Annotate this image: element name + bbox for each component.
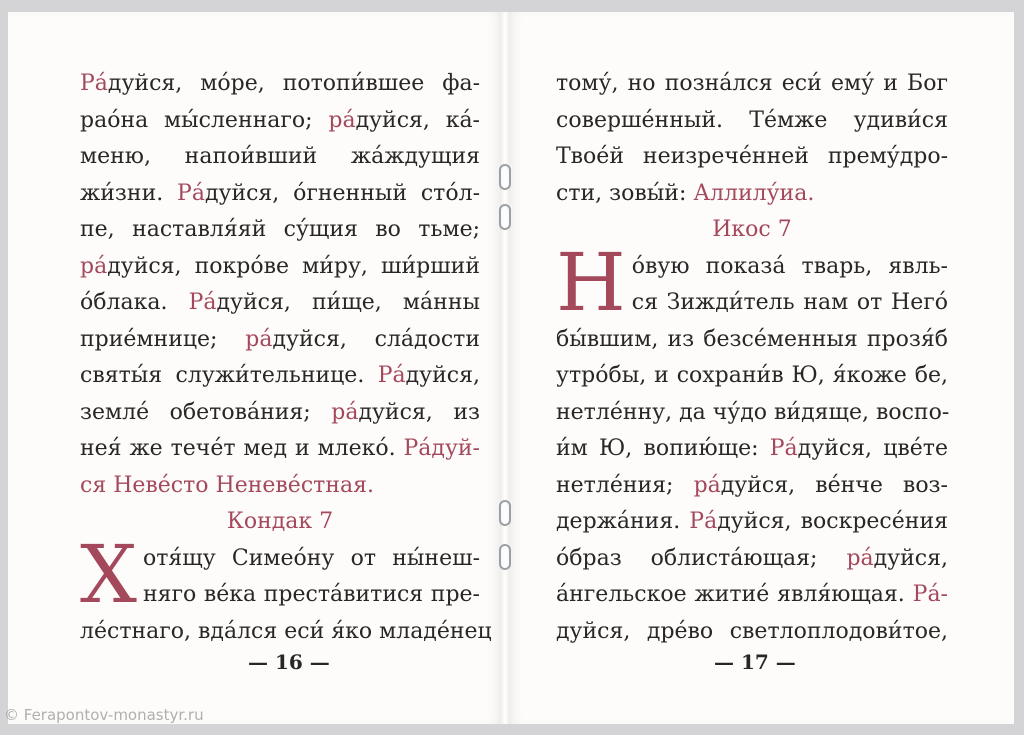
rubric-text: ся Неве́сто Неневе́стная. bbox=[80, 472, 374, 498]
rubric-text: Ра́- bbox=[912, 582, 948, 607]
text-line bbox=[80, 468, 480, 505]
binding-ring-icon bbox=[499, 544, 511, 570]
text-line bbox=[80, 431, 480, 468]
body-text: сти, зовы́й: bbox=[556, 180, 694, 206]
text-line bbox=[556, 176, 948, 213]
text-line bbox=[80, 212, 480, 249]
rubric-text: ра́ bbox=[80, 253, 108, 279]
text-line bbox=[556, 139, 948, 176]
body-text: нея́ же тече́т мед и млеко́. bbox=[80, 436, 404, 461]
body-text: о́блака. bbox=[80, 290, 189, 315]
binding-ring-icon bbox=[499, 164, 511, 190]
text-line bbox=[80, 358, 480, 395]
drop-cap: Х bbox=[80, 540, 137, 614]
text-line bbox=[556, 468, 948, 505]
rubric-text: Ра́ bbox=[177, 180, 205, 206]
left-page bbox=[8, 12, 502, 724]
body-text: и́м Ю, вопию́ще: bbox=[556, 436, 770, 461]
body-text: дуйся, пи́ще, ма́нны bbox=[216, 290, 480, 315]
rubric-text: ра́ bbox=[693, 472, 721, 498]
body-text: дуйся, покро́ве ми́ру, ши́рший bbox=[107, 253, 480, 279]
text-line bbox=[556, 577, 948, 614]
right-page bbox=[508, 12, 1014, 724]
body-text: держа́ния. bbox=[556, 509, 690, 534]
text-line bbox=[556, 541, 948, 578]
rubric-text: Ра́ bbox=[769, 436, 798, 461]
text-line bbox=[80, 322, 480, 359]
body-text: рао́на мы́сленнаго; bbox=[80, 107, 329, 133]
text-line bbox=[556, 395, 948, 432]
body-text: дуйся, цве́те bbox=[797, 436, 949, 461]
body-text: а́нгельское житие́ явля́ющая. bbox=[556, 582, 913, 607]
text-line bbox=[80, 395, 480, 432]
section-heading: Кондак 7 bbox=[226, 509, 334, 534]
body-text: дуйся, воскресе́ния bbox=[717, 509, 948, 534]
body-text: соверше́нный. Те́мже удиви́ся bbox=[556, 107, 948, 133]
body-text: о́браз облиста́ющая; bbox=[556, 545, 847, 571]
body-text: прие́мнице; bbox=[80, 326, 246, 352]
body-text: нетле́нну, да чу́до ви́дяще, воспо- bbox=[556, 399, 950, 425]
body-text: святы́я служи́тельнице. bbox=[80, 363, 378, 388]
body-text: меню, напои́вший жа́ждущия bbox=[80, 144, 480, 169]
body-text: дуйся, bbox=[873, 545, 948, 571]
body-text: тому́, но позна́лся еси́ ему́ и Бог bbox=[556, 71, 948, 96]
text-line bbox=[80, 66, 480, 103]
book-gutter bbox=[500, 12, 510, 724]
body-text: нетле́ния; bbox=[556, 472, 694, 498]
rubric-text: Ра́ bbox=[377, 363, 406, 388]
body-text: жи́зни. bbox=[80, 180, 178, 206]
dropcap-paragraph bbox=[556, 249, 948, 322]
body-text: пе, наставля́яй су́щия во тьме; bbox=[80, 217, 480, 242]
right-page-text bbox=[556, 66, 948, 650]
text-line bbox=[80, 139, 480, 176]
body-text: дуйся, дре́во светлоплодови́тое, bbox=[556, 618, 948, 644]
text-line bbox=[80, 103, 480, 140]
dropcap-paragraph bbox=[80, 541, 480, 614]
text-line bbox=[556, 103, 948, 140]
text-line bbox=[556, 66, 948, 103]
rubric-text: Ра́ bbox=[80, 71, 108, 96]
text-line bbox=[556, 614, 948, 651]
rubric-text: Ра́ bbox=[188, 290, 217, 315]
binding-ring-icon bbox=[499, 204, 511, 230]
page-number-right: — 17 — bbox=[714, 650, 796, 674]
body-text: утро́бы, и сохрани́в Ю, я́коже бе, bbox=[556, 363, 948, 388]
text-line bbox=[80, 176, 480, 213]
text-line bbox=[556, 358, 948, 395]
rubric-text: ра́ bbox=[328, 107, 356, 133]
text-line bbox=[556, 431, 948, 468]
binding-ring-icon bbox=[499, 500, 511, 526]
body-text: земле́ обетова́ния; bbox=[80, 399, 332, 425]
text-line: няго ве́ка преста́витися пре- bbox=[142, 582, 480, 607]
body-text: дуйся, сла́дости bbox=[272, 326, 480, 352]
rubric-text: Аллилу́иа. bbox=[693, 180, 815, 206]
body-text: ле́стнаго, вда́лся еси́ я́ко младе́нец bbox=[80, 618, 492, 644]
rubric-text: Ра́ bbox=[689, 509, 718, 534]
body-text: дуйся, из bbox=[358, 399, 480, 425]
body-text: дуйся, мо́ре, потопи́вшее фа- bbox=[107, 71, 480, 96]
text-line: ся Зижди́тель нам от Него́ bbox=[631, 290, 948, 315]
body-text: дуйся, о́гненный сто́л- bbox=[204, 180, 481, 206]
text-line: о́вую показа́ тварь, явль- bbox=[631, 253, 948, 279]
rubric-text: Ра́дуй- bbox=[403, 436, 480, 461]
text-line bbox=[556, 322, 948, 359]
rubric-text: ра́ bbox=[846, 545, 874, 571]
body-text: бы́вшим, из безсе́менныя прозя́б bbox=[556, 326, 948, 352]
body-text: дуйся, ка́- bbox=[355, 107, 480, 133]
body-text: дуйся, ве́нче воз- bbox=[720, 472, 948, 498]
rubric-text: ра́ bbox=[331, 399, 359, 425]
drop-cap: Н bbox=[556, 248, 626, 322]
rubric-text: ра́ bbox=[245, 326, 273, 352]
text-line: отя́щу Симео́ну от ны́неш- bbox=[142, 545, 480, 571]
text-line bbox=[80, 249, 480, 286]
body-text: дуйся, bbox=[405, 363, 480, 388]
section-heading: Икос 7 bbox=[712, 217, 792, 242]
text-line bbox=[556, 504, 948, 541]
text-line bbox=[80, 614, 492, 651]
body-text: Твое́й неизрече́нней прему́дро- bbox=[556, 144, 948, 169]
page-number-left: — 16 — bbox=[248, 650, 330, 674]
watermark: © Ferapontov-monastyr.ru bbox=[4, 706, 204, 724]
text-line bbox=[80, 285, 480, 322]
left-page-text bbox=[80, 66, 492, 650]
